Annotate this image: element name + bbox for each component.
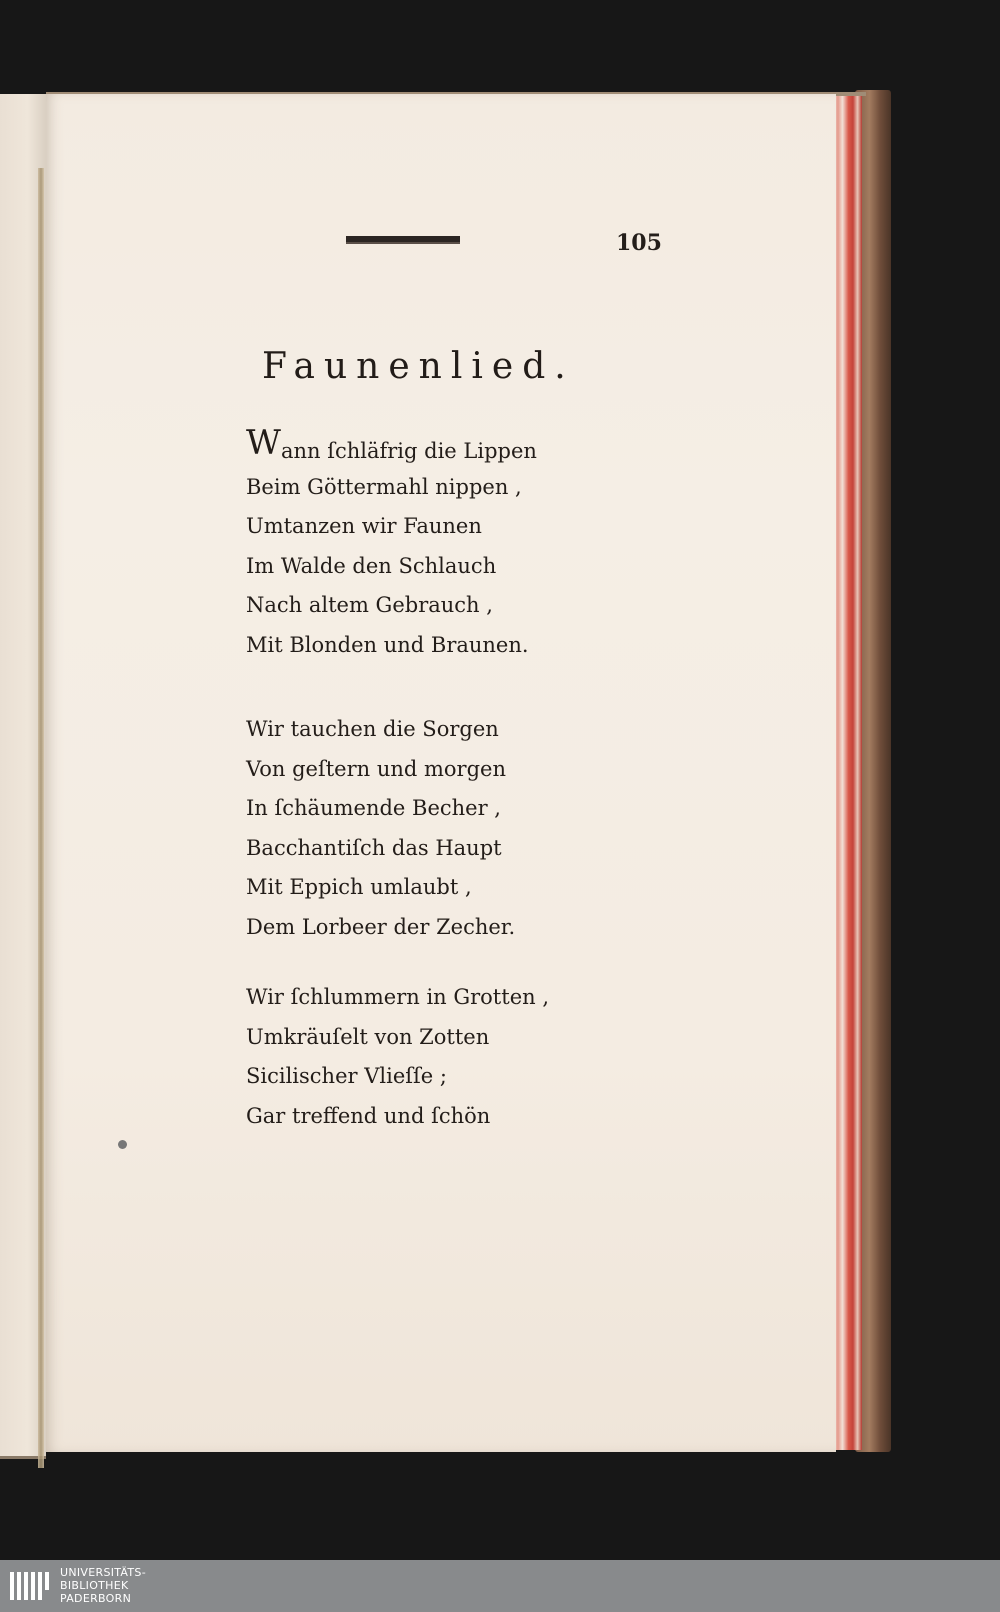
poem-line: Mit Blonden und Braunen. (246, 632, 529, 657)
poem-line: Im Walde den Schlauch (246, 553, 497, 578)
poem-line: Wir tauchen die Sorgen (246, 717, 499, 741)
poem-line: Mit Eppich umlaubt , (246, 875, 472, 899)
library-logo-icon (8, 1568, 52, 1604)
drop-cap: W (246, 423, 281, 463)
header-rule (346, 236, 460, 244)
poem-line: Von geſtern und morgen (246, 756, 506, 781)
library-name (60, 1566, 146, 1605)
stanza-1 (246, 423, 537, 665)
page-number: 105 (616, 230, 662, 256)
stanza-2 (246, 710, 515, 947)
library-footer (0, 1560, 1000, 1612)
poem-line: Nach altem Gebrauch , (246, 593, 493, 617)
poem-line (246, 423, 537, 468)
stanza-3 (246, 978, 549, 1136)
poem-line: Wir ſchlummern in Grotten , (246, 985, 549, 1009)
binding-gutter (38, 168, 44, 1468)
poem-line: In ſchäumende Becher , (246, 796, 501, 820)
red-page-edges (832, 96, 862, 1450)
library-name-line: UNIVERSITÄTS- (60, 1566, 146, 1579)
poem-line: Dem Lorbeer der Zecher. (246, 914, 516, 939)
paper-speck (118, 1140, 127, 1149)
poem-line: Beim Göttermahl nippen , (246, 474, 522, 499)
library-name-line: PADERBORN (60, 1592, 132, 1605)
poem-line: Umkräuſelt von Zotten (246, 1024, 490, 1049)
poem-title: Faunenlied. (262, 346, 575, 387)
poem-line: Sicilischer Vlieſſe ; (246, 1064, 447, 1088)
poem-line: Bacchantiſch das Haupt (246, 835, 502, 860)
poem-line: Gar treffend und ſchön (246, 1103, 491, 1128)
poem-line-text: ann ſchläfrig die Lippen (280, 439, 537, 463)
poem-line: Umtanzen wir Faunen (246, 514, 482, 538)
library-name-line: BIBLIOTHEK (60, 1579, 129, 1592)
